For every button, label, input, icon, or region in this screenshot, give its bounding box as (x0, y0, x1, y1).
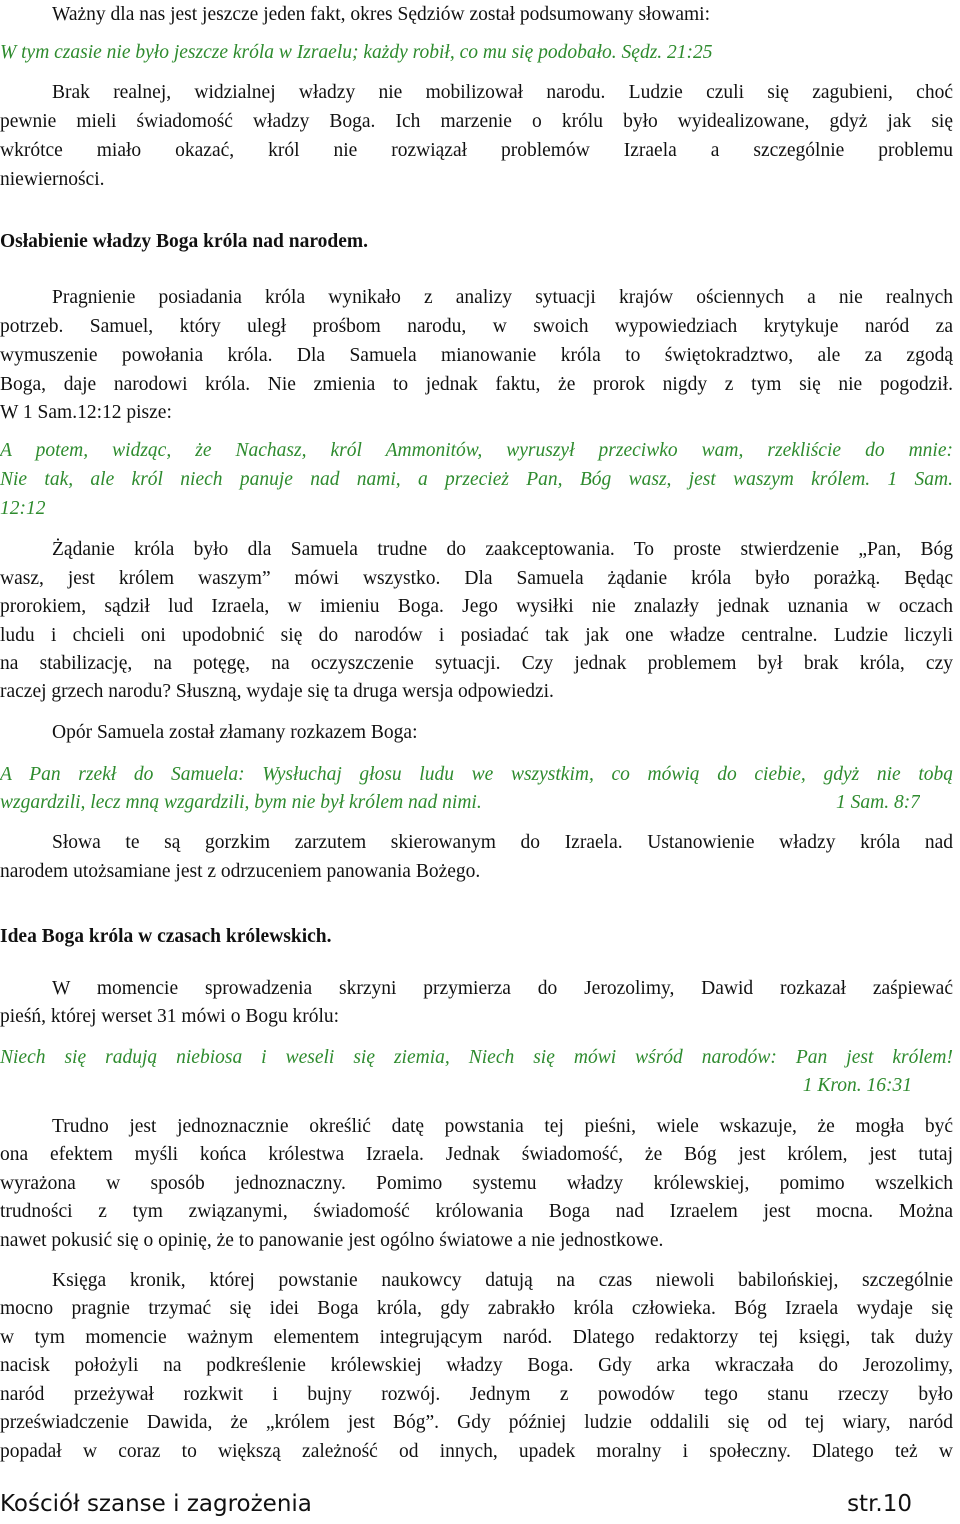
paragraph-line: narodem utożsamiane jest z odrzuceniem panowania Bożego. (0, 861, 481, 882)
paragraph-line: W 1 Sam.12:12 pisze: (0, 402, 172, 423)
bible-quote-line-with-reference (0, 788, 920, 817)
bible-quote-line: A potem, widząc, że Nachasz, król Ammonitów, wyruszył przeciwko wam, rzekliście do mnie: (0, 440, 953, 461)
paragraph-line: nawet pokusić się o opinię, że to panowanie jest ogólno światowe a nie jednostkowe. (0, 1230, 664, 1251)
paragraph-line: potrzeb. Samuel, który uległ prośbom narodu, w swoich wypowiedziach krytykuje naród za (0, 316, 953, 337)
paragraph-line: W momencie sprowadzenia skrzyni przymierza do Jerozolimy, Dawid rozkazał zaśpiewać (52, 978, 953, 999)
paragraph-line: Pragnienie posiadania króla wynikało z analizy sytuacji krajów ościennych a nie realnych (52, 287, 953, 308)
paragraph-line: przeświadczenie Dawida, że „królem jest Bóg”. Gdy później ludzie oddalili się od tej wiary, naród (0, 1412, 953, 1433)
paragraph-line: w tym momencie ważnym elementem integrującym naród. Dlatego redaktorzy tej księgi, tak duży (0, 1327, 953, 1348)
bible-quote-line: A Pan rzekł do Samuela: Wysłuchaj głosu ludu we wszystkim, co mówią do ciebie, gdyż nie tobą (0, 764, 953, 785)
paragraph-line: nacisk położyli na podkreślenie królewskiej władzy Boga. Gdy arka wkraczała do Jerozolimy, (0, 1355, 953, 1376)
paragraph-line: na stabilizację, na potęgę, na oczyszczenie sytuacji. Czy jednak problemem był brak króla, czy (0, 653, 953, 674)
paragraph-line: wkrótce miało okazać, król nie rozwiązał problemów Izraela a szczególnie problemu (0, 140, 953, 161)
bible-quote-line: Nie tak, ale król niech panuje nad nami, a przecież Pan, Bóg wasz, jest waszym królem. 1 Sam. (0, 469, 953, 490)
bible-quote-text: wzgardzili, lecz mną wzgardzili, bym nie był królem nad nimi. (0, 792, 482, 813)
section-heading: Osłabienie władzy Boga króla nad narodem. (0, 231, 369, 252)
bible-quote-reference: 12:12 (0, 498, 46, 519)
paragraph-line: niewierności. (0, 169, 105, 190)
paragraph-line: Księga kronik, której powstanie naukowcy datują na czas niewoli babilońskiej, szczególnie (52, 1270, 953, 1291)
paragraph-line: wymuszenie powołania króla. Dla Samuela mianowanie króla to świętokradztwo, ale za zgodą (0, 345, 953, 366)
bible-quote-line: W tym czasie nie było jeszcze króla w Izraelu; każdy robił, co mu się podobało. Sędz. 21:25 (0, 42, 713, 63)
paragraph-line: naród przeżywał rozkwit i bujny rozwój. Jednym z powodów tego stanu rzeczy było (0, 1384, 953, 1405)
paragraph-line: Boga, daje narodowi króla. Nie zmienia to jednak faktu, że prorok nigdy z tym się nie pogodził. (0, 374, 953, 395)
paragraph-line: raczej grzech narodu? Słuszną, wydaje się ta druga wersja odpowiedzi. (0, 681, 554, 702)
paragraph-line: popadał w coraz to większą zależność od innych, upadek moralny i społeczny. Dlatego też w (0, 1441, 953, 1462)
paragraph-line: trudności z tym związanymi, świadomość królowania Boga nad Izraelem jest mocna. Można (0, 1201, 953, 1222)
paragraph-line: pewnie mieli świadomość władzy Boga. Ich marzenie o królu było wyidealizowane, gdyż jak się (0, 111, 953, 132)
paragraph-line: Trudno jest jednoznacznie określić datę powstania tej pieśni, wiele wskazuje, że mogła być (52, 1116, 953, 1137)
paragraph-line: Żądanie króla było dla Samuela trudne do zaakceptowania. To proste stwierdzenie „Pan, Bóg (52, 539, 953, 560)
footer-title: Kościół szanse i zagrożenia (0, 1491, 312, 1517)
paragraph-line: wyrażona w sposób jednoznaczny. Pomimo systemu władzy królewskiej, pomimo wszelkich (0, 1173, 953, 1194)
paragraph-line: mocno pragnie trzymać się idei Boga króla, gdy zabrakło króla człowieka. Bóg Izraela wydaje się (0, 1298, 953, 1319)
section-heading: Idea Boga króla w czasach królewskich. (0, 926, 332, 947)
paragraph-line: Słowa te są gorzkim zarzutem skierowanym do Izraela. Ustanowienie władzy króla nad (52, 832, 953, 853)
page-footer (0, 1488, 912, 1520)
paragraph-line: Opór Samuela został złamany rozkazem Boga: (52, 722, 418, 743)
page-number: str.10 (847, 1491, 912, 1517)
paragraph-line: wasz, jest królem waszym” mówi wszystko. Dla Samuela żądanie króla było porażką. Będąc (0, 568, 953, 589)
paragraph-line: Brak realnej, widzialnej władzy nie mobilizował narodu. Ludzie czuli się zagubieni, choć (52, 82, 953, 103)
paragraph-line: ona efektem myśli końca królestwa Izraela. Jednak świadomość, że Bóg jest królem, jest tutaj (0, 1144, 953, 1165)
paragraph-line: prorokiem, sądził lud Izraela, w imieniu Boga. Jego wysiłki nie znalazły jednak uznania w oczach (0, 596, 953, 617)
paragraph-line: ludu i chcieli oni upodobnić się do narodów i posiadać tak jak one władze centralne. Ludzie liczyli (0, 625, 953, 646)
bible-quote-reference: 1 Kron. 16:31 (802, 1075, 912, 1096)
bible-quote-reference: 1 Sam. 8:7 (836, 792, 920, 813)
paragraph-line: pieśń, której werset 31 mówi o Bogu królu: (0, 1006, 340, 1027)
bible-quote-line: Niech się radują niebiosa i weseli się ziemia, Niech się mówi wśród narodów: Pan jest królem! (0, 1047, 953, 1068)
paragraph-line: Ważny dla nas jest jeszcze jeden fakt, okres Sędziów został podsumowany słowami: (52, 4, 710, 25)
